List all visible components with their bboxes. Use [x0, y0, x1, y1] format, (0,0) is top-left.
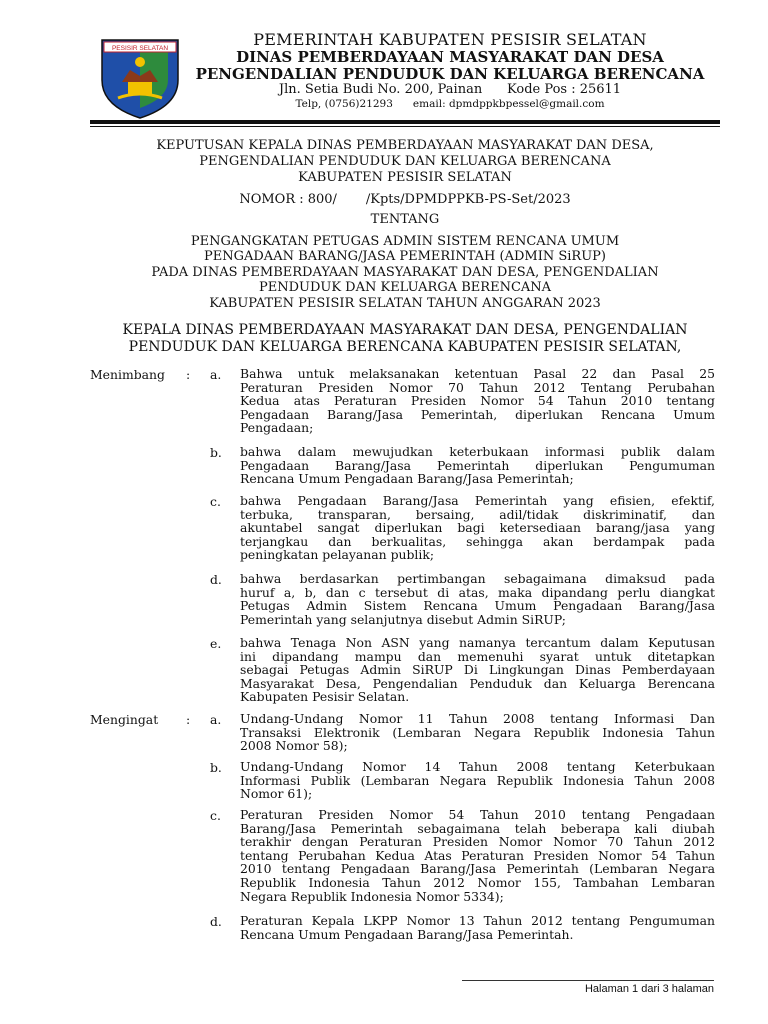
mengingat-item-a: Undang-Undang Nomor 11 Tahun 2008 tentang Informasi Dan Transaksi Elektronik (Lembaran Negara Republik Indonesia Tahun 2008 Nomor 58); — [240, 711, 715, 754]
mengingat-item-number: a. — [210, 712, 222, 727]
decree-title-line: KABUPATEN PESISIR SELATAN — [298, 170, 512, 185]
menimbang-item-number: e. — [210, 636, 222, 651]
menimbang-item-b: bahwa dalam mewujudkan keterbukaan informasi publik dalam Pengadaan Barang/Jasa Pemerintah diperlukan Pengumuman Rencana Umum Pengadaan Barang/Jasa Pemerintah; — [240, 444, 715, 487]
regency-logo — [98, 36, 182, 120]
decree-subject-line: PENDUDUK DAN KELUARGA BERENCANA — [258, 280, 552, 295]
mengingat-item-b: Undang-Undang Nomor 14 Tahun 2008 tentang Keterbukaan Informasi Publik (Lembaran Negara Republik Indonesia Tahun 2008 Nomor 61); — [240, 759, 715, 802]
menimbang-colon: : — [186, 367, 191, 382]
mengingat-item-number: b. — [210, 760, 222, 775]
menimbang-item-d: bahwa berdasarkan pertimbangan sebagaimana dimaksud pada huruf a, b, dan c tersebut di atas, maka dipandang perlu diangkat Petugas Admin Sistem Rencana Umum Pengadaan Barang/Jasa Pemerintah yang selanjutnya disebut Admin SiRUP; — [240, 571, 715, 627]
official-line: KEPALA DINAS PEMBERDAYAAN MASYARAKAT DAN DESA, PENGENDALIAN — [122, 322, 688, 338]
letterhead-agency-line2: PENGENDALIAN PENDUDUK DAN KELUARGA BERENCANA — [195, 65, 705, 83]
mengingat-item-c: Peraturan Presiden Nomor 54 Tahun 2010 tentang Pengadaan Barang/Jasa Pemerintah sebagaimana telah beberapa kali diubah terakhir dengan Peraturan Presiden Nomor Nomor 70 Tahun 2012 tentang Perubahan Kedua Atas Peraturan Presiden Nomor 54 Tahun 2010 tentang Pengadaan Barang/Jasa Pemerintah (Lembaran Negara Republik Indonesia Tahun 2012 Nomor 155, Tambahan Lembaran Negara Republik Indonesia Nomor 5334); — [240, 807, 715, 904]
menimbang-item-number: d. — [210, 572, 222, 587]
decree-tentang: TENTANG — [370, 212, 440, 227]
menimbang-item-a: Bahwa untuk melaksanakan ketentuan Pasal 22 dan Pasal 25 Peraturan Presiden Nomor 70 Tahun 2012 Tentang Perubahan Kedua atas Peraturan Presiden Nomor 54 Tahun 2010 tentang Pengadaan Barang/Jasa Pemerintah, diperlukan Rencana Umum Pengadaan; — [240, 366, 715, 436]
decree-subject-line: PENGANGKATAN PETUGAS ADMIN SISTEM RENCANA UMUM — [190, 234, 620, 249]
mengingat-label: Mengingat — [90, 712, 159, 727]
letterhead-government: PEMERINTAH KABUPATEN PESISIR SELATAN — [253, 30, 647, 49]
letterhead-rule-thin — [90, 126, 720, 127]
official-line: PENDUDUK DAN KELUARGA BERENCANA KABUPATEN PESISIR SELATAN, — [128, 339, 682, 355]
decree-subject-line: PADA DINAS PEMBERDAYAAN MASYARAKAT DAN DESA, PENGENDALIAN — [151, 265, 659, 280]
menimbang-item-c: bahwa Pengadaan Barang/Jasa Pemerintah yang efisien, efektif, terbuka, transparan, bersaing, adil/tidak diskriminatif, dan akuntabel sangat diperlukan bagi ketersediaan barang/jasa yang terjangkau dan berkualitas, sehingga akan berdampak pada peningkatan pelayanan publik; — [240, 493, 715, 563]
letterhead-agency-line1: DINAS PEMBERDAYAAN MASYARAKAT DAN DESA — [236, 48, 664, 66]
decree-subject-line: KABUPATEN PESISIR SELATAN TAHUN ANGGARAN 2023 — [209, 296, 601, 311]
letterhead-contact: Telp, (0756)21293 email: dpmdppkbpessel@gmail.com — [295, 98, 605, 110]
logo-text: PESISIR SELATAN — [111, 45, 169, 52]
decree-number: NOMOR : 800/ /Kpts/DPMDPPKB-PS-Set/2023 — [239, 192, 571, 207]
menimbang-item-number: c. — [210, 494, 221, 509]
decree-title-line: PENGENDALIAN PENDUDUK DAN KELUARGA BERENCANA — [199, 154, 611, 169]
footer-rule — [462, 980, 714, 981]
letterhead-address: Jln. Setia Budi No. 200, Painan Kode Pos : 25611 — [278, 82, 622, 97]
decree-subject-line: PENGADAAN BARANG/JASA PEMERINTAH (ADMIN SiRUP) — [204, 249, 606, 264]
menimbang-item-number: a. — [210, 367, 222, 382]
menimbang-item-number: b. — [210, 445, 222, 460]
decree-title-line: KEPUTUSAN KEPALA DINAS PEMBERDAYAAN MASYARAKAT DAN DESA, — [156, 138, 654, 153]
menimbang-label: Menimbang — [90, 367, 165, 382]
mengingat-item-d: Peraturan Kepala LKPP Nomor 13 Tahun 2012 tentang Pengumuman Rencana Umum Pengadaan Barang/Jasa Pemerintah. — [240, 913, 715, 942]
letterhead-rule-thick — [90, 120, 720, 124]
mengingat-item-number: c. — [210, 808, 221, 823]
mengingat-colon: : — [186, 712, 191, 727]
menimbang-item-e: bahwa Tenaga Non ASN yang namanya tercantum dalam Keputusan ini dipandang mampu dan memenuhi syarat untuk ditetapkan sebagai Petugas Admin SiRUP Di Lingkungan Dinas Pemberdayaan Masyarakat Desa, Pengendalian Penduduk dan Keluarga Berencana Kabupaten Pesisir Selatan. — [240, 635, 715, 705]
mengingat-item-number: d. — [210, 914, 222, 929]
page-indicator: Halaman 1 dari 3 halaman — [584, 983, 714, 995]
